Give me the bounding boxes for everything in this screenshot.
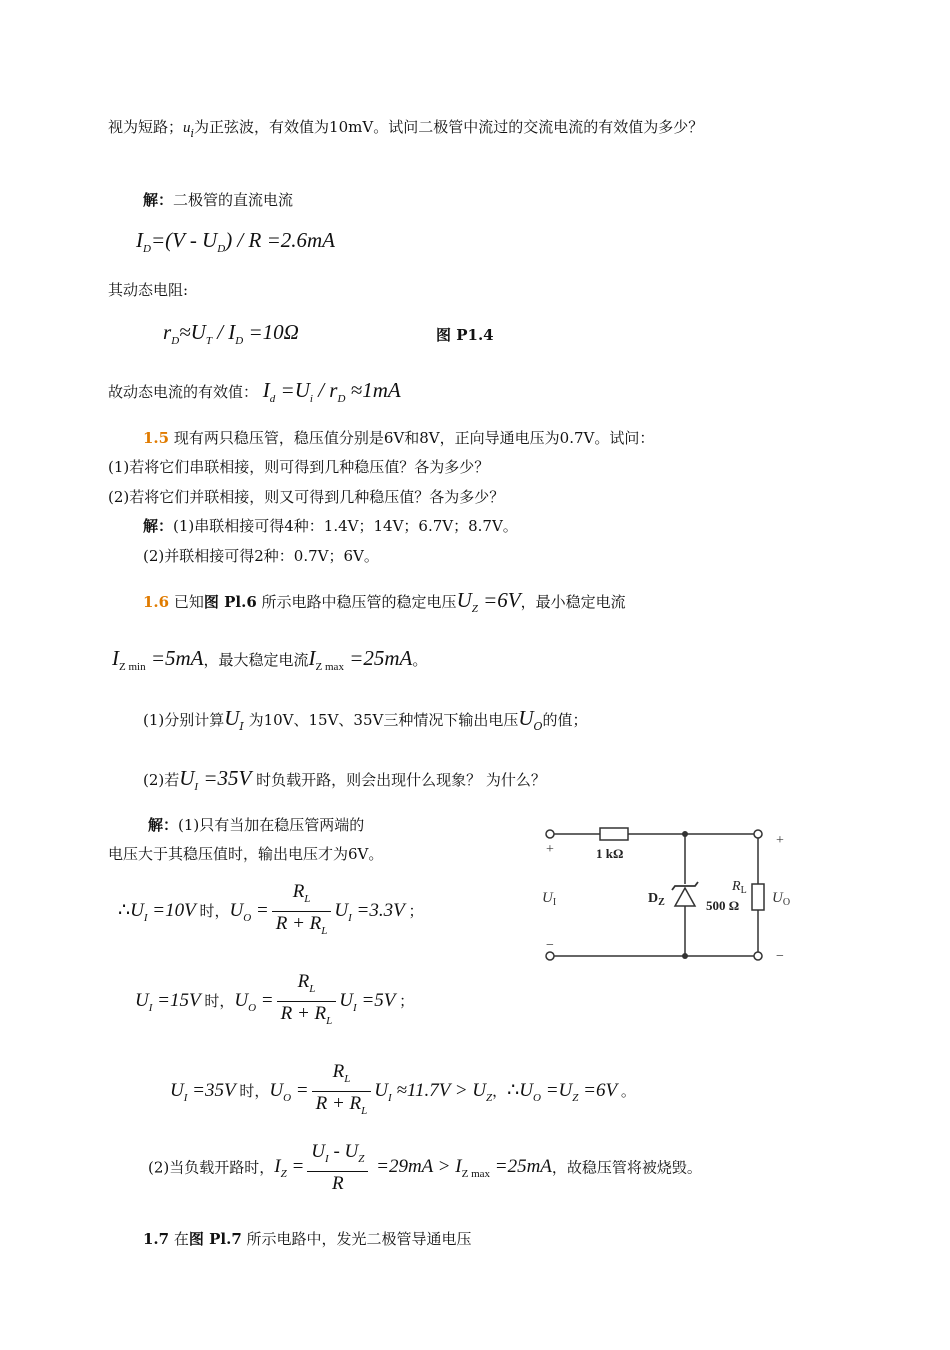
input-terminal-top [546, 830, 554, 838]
text-fragment: 为正弦波，有效值为10mV。试问二极管中流过的交流电流的有效值为多少？ [194, 118, 704, 136]
math-expr: = [251, 899, 269, 921]
zener-diode-icon [672, 882, 698, 906]
math-sub: Z [358, 1153, 365, 1165]
solution-text: 二极管的直流电流 [173, 191, 294, 209]
input-terminal-bottom [546, 952, 554, 960]
open-load-case [148, 1140, 702, 1200]
math-sub: L [304, 893, 311, 905]
math-var: U [234, 989, 249, 1011]
math-sub: d [269, 393, 276, 405]
math-sub: i [190, 127, 195, 140]
text-fragment: 已知 [173, 593, 204, 611]
math-sub: Z [280, 1168, 287, 1181]
math-expr: / I [211, 320, 236, 344]
text-fragment: 时， [235, 1083, 270, 1100]
math-expr: ≈U [179, 320, 206, 344]
math-var: I [262, 378, 270, 402]
output-terminal-bottom [754, 952, 762, 960]
solution-label: 解： [143, 191, 174, 209]
ui-label: $U_I$ [542, 890, 557, 908]
solution-label: 解： [143, 517, 174, 535]
math-var: U [334, 899, 349, 921]
problem-text-line [108, 117, 703, 144]
math-expr: =U [275, 378, 310, 402]
math-var: U [170, 1079, 184, 1101]
math-expr: =5V [356, 989, 396, 1011]
text-fragment: 。 [617, 1083, 636, 1100]
solution-1-6-line2: 电压大于其稳压值时，输出电压才为6V。 [108, 845, 384, 863]
math-expr: / r [312, 378, 338, 402]
math-expr: R + R [280, 1003, 327, 1024]
output-terminal-top [754, 830, 762, 838]
answer-2: (2)并联相接可得2种：0.7V；6V。 [143, 547, 379, 565]
math-sub: D [171, 335, 180, 347]
dz-label: $D_Z$ [648, 891, 665, 908]
math-var: U [269, 1079, 284, 1101]
math-var: U [179, 766, 195, 790]
text-fragment: ，最大稳定电流 [203, 651, 309, 669]
math-var: I [308, 646, 316, 670]
math-var: I [112, 646, 119, 670]
answer-1 [143, 516, 518, 536]
math-var: r [163, 320, 172, 344]
problem-number: 1.5 [143, 429, 170, 447]
fraction [277, 970, 337, 1033]
math-sub: Z [572, 1091, 579, 1104]
math-var: U [339, 989, 354, 1011]
math-expr: - U [328, 1141, 359, 1162]
question-1: (1)若将它们串联相接，则可得到几种稳压值？各为多少？ [108, 458, 490, 476]
question-2: (2)若将它们并联相接，则又可得到几种稳压值？各为多少？ [108, 488, 505, 506]
math-izmax [308, 646, 413, 673]
math-expr: = [291, 1079, 309, 1101]
math-sub: I [183, 1091, 188, 1104]
problem-1-6-currents [112, 648, 427, 677]
math-var: R [292, 881, 305, 902]
math-sub: O [248, 1001, 257, 1014]
math-expr: =(V - U [150, 228, 218, 252]
math-var: U [518, 706, 534, 730]
math-sub: L [361, 1105, 368, 1117]
math-expr: ≈1mA [345, 378, 401, 402]
answer-text: (1)串联相接可得4种：1.4V；14V；6.7V；8.7V。 [173, 517, 518, 535]
math-var: U [224, 706, 240, 730]
resistor-r [600, 828, 628, 840]
equation-id [136, 230, 335, 259]
math-sub: Z max [315, 661, 344, 673]
math-expr: ) / R =2.6mA [225, 228, 336, 252]
figure-ref: 图 Pl.7 [188, 1230, 242, 1248]
problem-text: 现有两只稳压管，稳压值分别是6V和8V，正向导通电压为0.7V。试问： [173, 429, 655, 447]
figure-ref: 图 Pl.6 [203, 593, 257, 611]
math-sub: I [239, 720, 244, 733]
text-fragment: 为10V、15V、35V三种情况下输出电压 [248, 711, 519, 729]
math-sub: Z [471, 603, 478, 615]
math-expr: =35V [198, 766, 252, 790]
math-sub: D [337, 393, 346, 405]
text-fragment: ，最小稳定电流 [520, 593, 626, 611]
case-ui-35v [170, 1060, 636, 1124]
math-var: U [311, 1141, 326, 1162]
junction-dot [682, 953, 688, 959]
math-var: U [519, 1079, 533, 1101]
math-expr: =5mA [145, 646, 204, 670]
math-iz [274, 1141, 552, 1194]
math-var: U [135, 989, 149, 1011]
math-sub: I [143, 911, 148, 924]
fraction [272, 880, 332, 943]
math-var: I [136, 228, 143, 252]
text-fragment: ； [404, 903, 424, 920]
math-sub: I [353, 1001, 357, 1014]
dynamic-current-line [108, 380, 401, 409]
math-expr: = [256, 989, 274, 1011]
fraction [312, 1060, 372, 1123]
math-sub: Z min [119, 661, 146, 673]
text-fragment: (1)分别计算 [143, 711, 225, 729]
math-var: U [374, 1079, 389, 1101]
text-fragment: ； [395, 993, 415, 1010]
math-expr: =U [540, 1079, 573, 1101]
math-sub: D [143, 243, 151, 255]
solution-1-6-line1 [148, 815, 364, 835]
math-expr: R + R [275, 913, 322, 934]
math-expr: = [286, 1156, 305, 1178]
rl-value-label: 500 Ω [706, 898, 740, 913]
math-sub: Z max [461, 1168, 491, 1181]
math-sub: L [326, 1015, 333, 1027]
math-expr: =29mA > I [371, 1156, 462, 1178]
math-expr: =3.3V [351, 899, 405, 921]
problem-number: 1.7 [143, 1230, 170, 1248]
text-fragment: 。 [412, 651, 428, 669]
text-fragment: 时， [200, 993, 235, 1010]
math-sub: O [283, 1091, 292, 1104]
math-sub: D [217, 243, 226, 255]
math-izmin [112, 646, 204, 673]
text-fragment: ， [492, 1083, 508, 1100]
math-var: I [274, 1156, 281, 1178]
math-sub: I [194, 781, 199, 793]
rl-label: $R_L$ [732, 879, 747, 896]
math-sub: O [533, 1091, 541, 1104]
problem-1-6-q1 [143, 708, 588, 737]
therefore-symbol: ∴ [118, 899, 131, 921]
case-ui-15v [135, 970, 414, 1034]
math-expr: =6V [578, 1079, 618, 1101]
math-expr: ≈11.7V > U [391, 1079, 487, 1101]
math-expr: R + R [315, 1093, 362, 1114]
math-ui [179, 766, 252, 793]
math-sub: Z [486, 1091, 493, 1104]
minus-label-left: − [546, 938, 554, 953]
figure-caption: 图 P1.4 [436, 326, 494, 344]
fraction [307, 1140, 368, 1196]
math-sub: L [309, 983, 316, 995]
text-fragment: ，故稳压管将被烧毁。 [551, 1158, 702, 1177]
therefore-symbol: ∴ [507, 1079, 520, 1101]
resistor-rl [752, 884, 764, 910]
zener-circuit-diagram [536, 820, 796, 970]
text-fragment: 在 [173, 1230, 189, 1248]
math-sub: I [348, 911, 352, 924]
math-var: U [130, 899, 144, 921]
math-sub: i [309, 393, 313, 405]
math-var: R [332, 1173, 344, 1194]
junction-dot [682, 831, 688, 837]
math-var: u [183, 120, 191, 136]
math-sub: I [148, 1001, 153, 1014]
dynamic-resistance-label: 其动态电阻: [108, 281, 189, 299]
math-sub: D [235, 335, 244, 347]
solution-label: 解： [148, 816, 179, 834]
math-sub: T [205, 335, 212, 347]
case-ui-10v [118, 880, 424, 944]
solution-text: (1)只有当加在稳压管两端的 [178, 816, 365, 834]
resistor-r-label: 1 kΩ [596, 846, 624, 861]
math-expr: =10V [147, 899, 196, 921]
plus-label-right: + [776, 833, 784, 848]
math-sub: L [321, 925, 328, 937]
text-fragment: 时负载开路，则会出现什么现象？ 为什么？ [256, 771, 546, 789]
math-expr: =15V [152, 989, 201, 1011]
math-sub: I [325, 1153, 329, 1165]
text-fragment: 所示电路中，发光二极管导通电压 [246, 1230, 472, 1248]
math-var: R [332, 1061, 345, 1082]
text-fragment: 故动态电流的有效值： [108, 383, 259, 401]
math-var: U [456, 588, 472, 612]
text-fragment: 视为短路； [108, 118, 184, 136]
text-fragment: 时， [195, 903, 230, 920]
problem-1-6 [143, 590, 626, 619]
problem-1-7 [143, 1229, 472, 1249]
text-fragment: (2)若 [143, 771, 180, 789]
solution-heading [143, 190, 293, 210]
math-sub: O [533, 720, 543, 733]
problem-1-5 [143, 428, 654, 448]
math-expr: =25mA [343, 646, 413, 670]
math-sub: I [388, 1091, 392, 1104]
problem-number: 1.6 [143, 593, 170, 611]
math-expr: =35V [187, 1079, 236, 1101]
math-sub: O [243, 911, 252, 924]
math-uz [456, 588, 521, 615]
math-var: R [297, 971, 310, 992]
math-expr: =25mA [490, 1156, 552, 1178]
plus-label-left: + [546, 842, 554, 857]
math-var: U [229, 899, 244, 921]
text-fragment: 所示电路中稳压管的稳定电压 [261, 593, 457, 611]
text-fragment: 的值； [542, 711, 588, 729]
text-fragment: (2)当负载开路时， [148, 1158, 275, 1177]
equation-rd [163, 322, 299, 351]
math-expr: =6V [477, 588, 521, 612]
minus-label-right: − [776, 949, 784, 964]
math-sub: L [344, 1073, 351, 1085]
math-expr: =10Ω [243, 320, 299, 344]
problem-1-6-q2 [143, 768, 546, 797]
uo-label: $U_O$ [772, 890, 791, 908]
equation-id-ac [262, 378, 401, 405]
